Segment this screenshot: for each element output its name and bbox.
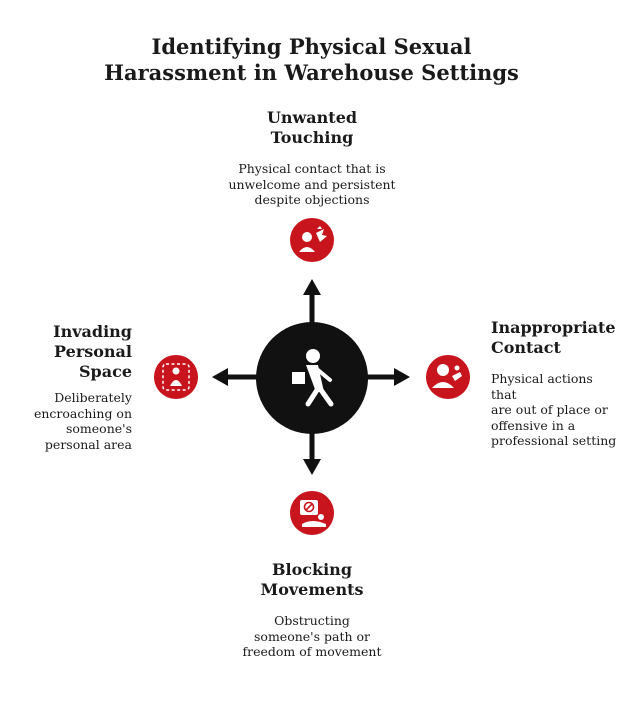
arrow-right — [362, 368, 410, 386]
node-left-desc-line: encroaching on — [33, 405, 132, 421]
node-right-text — [491, 318, 621, 449]
node-right-desc-line: are out of place or — [491, 402, 608, 417]
node-left-desc-line: personal area — [44, 436, 132, 452]
node-bottom-desc-line: someone's path or — [254, 628, 370, 644]
node-right-desc-line: professional setting — [491, 433, 617, 448]
arrow-down — [303, 432, 321, 475]
arrow-left — [212, 368, 262, 386]
node-top-desc-line: unwelcome and persistent — [228, 176, 396, 192]
node-bottom-heading-line: Blocking — [272, 560, 352, 579]
node-bottom-heading-line: Movements — [260, 580, 364, 599]
node-right-heading-line: Inappropriate — [491, 318, 616, 337]
node-left-desc-line: Deliberately — [54, 390, 132, 405]
node-left-circle — [154, 355, 198, 399]
node-bottom-circle — [290, 491, 334, 535]
node-top-text — [211, 108, 413, 208]
node-bottom-desc-line: freedom of movement — [242, 644, 382, 659]
node-bottom-description — [211, 613, 413, 660]
node-left-heading-line: Personal — [54, 342, 132, 361]
node-bottom-desc-line: Obstructing — [274, 613, 350, 628]
node-top-desc-line: Physical contact that is — [238, 161, 386, 176]
node-left-heading — [2, 322, 132, 382]
node-right-desc-line: offensive in a — [491, 417, 576, 433]
center-node — [256, 322, 368, 434]
node-top-desc-line: despite objections — [254, 192, 370, 207]
node-left-text — [2, 322, 132, 452]
node-top-heading — [211, 108, 413, 148]
node-left-heading-line: Space — [78, 362, 132, 381]
node-right-description — [491, 371, 621, 449]
node-top-description — [211, 161, 413, 208]
node-left-heading-line: Invading — [53, 322, 132, 341]
title-line-2: Harassment in Warehouse Settings — [104, 60, 519, 85]
node-right-desc-line: Physical actions that — [491, 371, 593, 402]
node-left-description — [2, 390, 132, 452]
node-right-heading-line: Contact — [491, 338, 561, 357]
node-top-heading-line: Unwanted — [266, 108, 358, 127]
node-top-circle — [290, 218, 334, 262]
node-top-heading-line: Touching — [270, 128, 354, 147]
title-line-1: Identifying Physical Sexual — [151, 34, 472, 59]
node-right-heading — [491, 318, 621, 358]
node-right-circle — [426, 355, 470, 399]
node-left-desc-line: someone's — [65, 421, 132, 436]
node-bottom-text — [211, 560, 413, 660]
node-bottom-heading — [211, 560, 413, 600]
